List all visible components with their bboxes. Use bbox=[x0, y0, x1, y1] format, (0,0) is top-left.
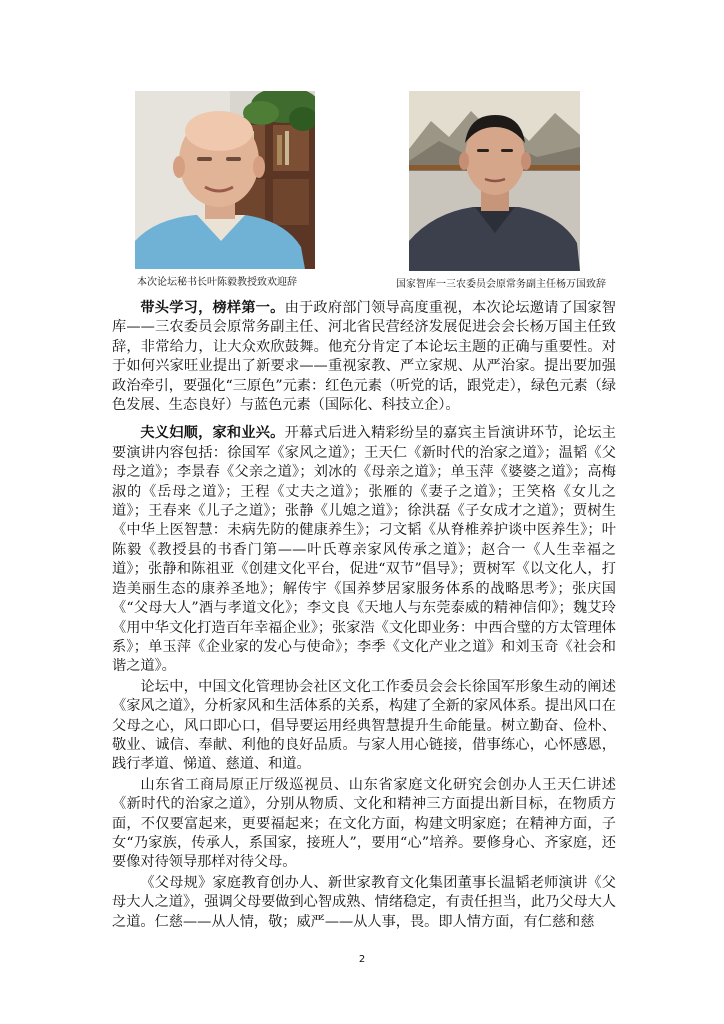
speaker-portrait-photo-icon bbox=[135, 91, 315, 269]
paragraph-text: 《父母规》家庭教育创办人、新世家教育文化集团董事长温韬老师演讲《父母大人之道》，强调父母要做到心智成熟、情绪稳定，有责任担当，此乃父母大人之道。仁慈——从人情，敬；威严——从人事，畏。即人情方面，有仁慈和慈 bbox=[112, 874, 616, 930]
page-number: 2 bbox=[358, 954, 366, 965]
paragraph-lead: 夫义妇顺，家和业兴。 bbox=[140, 425, 285, 442]
paragraph-parent-rules bbox=[112, 874, 616, 932]
paragraph-lead: 带头学习，榜样第一。 bbox=[140, 300, 285, 316]
photo-caption-left: 本次论坛秘书长叶陈毅教授致欢迎辞 bbox=[137, 277, 297, 288]
article-body bbox=[112, 299, 616, 932]
paragraph-family-style bbox=[112, 678, 616, 775]
photo-caption-right: 国家智库一三农委员会原常务副主任杨万国致辞 bbox=[396, 279, 606, 290]
paragraph-family-harmony bbox=[112, 424, 616, 676]
paragraph-lead-by-example bbox=[112, 299, 616, 415]
paragraph-text: 论坛中，中国文化管理协会社区文化工作委员会会长徐国军形象生动的阐述《家风之道》，分析家风和生活体系的关系，构建了全新的家风体系。提出风口在父母之心，风口即心口，倡导要运用经典智慧提升生命能量。树立勤奋、俭朴、敬业、诚信、奉献、利他的良好品质。与家人用心链接，借事练心，心怀感恩，践行孝道、悌道、慈道、和道。 bbox=[112, 678, 616, 773]
paragraph-text: 山东省工商局原正厅级巡视员、山东省家庭文化研究会创办人王天仁讲述《新时代的治家之道》，分别从物质、文化和精神三方面提出新目标，在物质方面，不仅要富起来，更要福起来；在文化方面，构建文明家庭；在精神方面，子女“乃家族，传承人，系国家，接班人”，要用“心”培养。要修身心、齐家庭，还要像对待领导那样对待父母。 bbox=[112, 776, 616, 871]
speaker-photo-right bbox=[409, 91, 580, 271]
speaker-photo-left bbox=[135, 91, 315, 269]
paragraph-text: 开幕式后进入精彩纷呈的嘉宾主旨演讲环节，论坛主要演讲内容包括：徐国军《家风之道》；王天仁《新时代的治家之道》；温韬《父母之道》；李景春《父亲之道》；刘冰的《母亲之道》；单玉萍《婆婆之道》；高梅淑的《岳母之道》；王程《丈夫之道》；张雁的《妻子之道》；王笑格《女儿之道》；王春来《儿子之道》；张静《儿媳之道》；徐洪磊《子女成才之道》；贾树生《中华上医智慧：未病先防的健康养生》；刁文韬《从脊椎养护谈中医养生》；叶陈毅《教授县的书香门第——叶氏尊亲家风传承之道》；赵合一《人生幸福之道》；张静和陈祖亚《创建文化平台，促进“双节”倡导》；贾树军《以文化人，打造美丽生态的康养圣地》；解传宇《国养梦居家服务体系的战略思考》；张庆国《“父母大人”酒与孝道文化》；李文良《天地人与东莞泰威的精神信仰》；魏艾玲《用中华文化打造百年幸福企业》；张家浩《文化即业务：中西合璧的方太管理体系》；单玉萍《企业家的发心与使命》；李季《文化产业之道》和刘玉奇《社会和谐之道》。 bbox=[112, 425, 616, 675]
speaker-portrait-photo-icon bbox=[409, 91, 580, 271]
paragraph-family-governance bbox=[112, 776, 616, 873]
paragraph-text: 由于政府部门领导高度重视，本次论坛邀请了国家智库——三农委员会原常务副主任、河北省民营经济发展促进会会长杨万国主任致辞，非常给力，让大众欢欣鼓舞。他充分肯定了本论坛主题的正确与重要性。对于如何兴家旺业提出了新要求——重视家教、严立家规、从严治家。提出要加强政治牵引，要强化“三原色”元素：红色元素（听党的话，跟党走），绿色元素（绿色发展、生态良好）与蓝色元素（国际化、科技立企）。 bbox=[112, 300, 616, 414]
